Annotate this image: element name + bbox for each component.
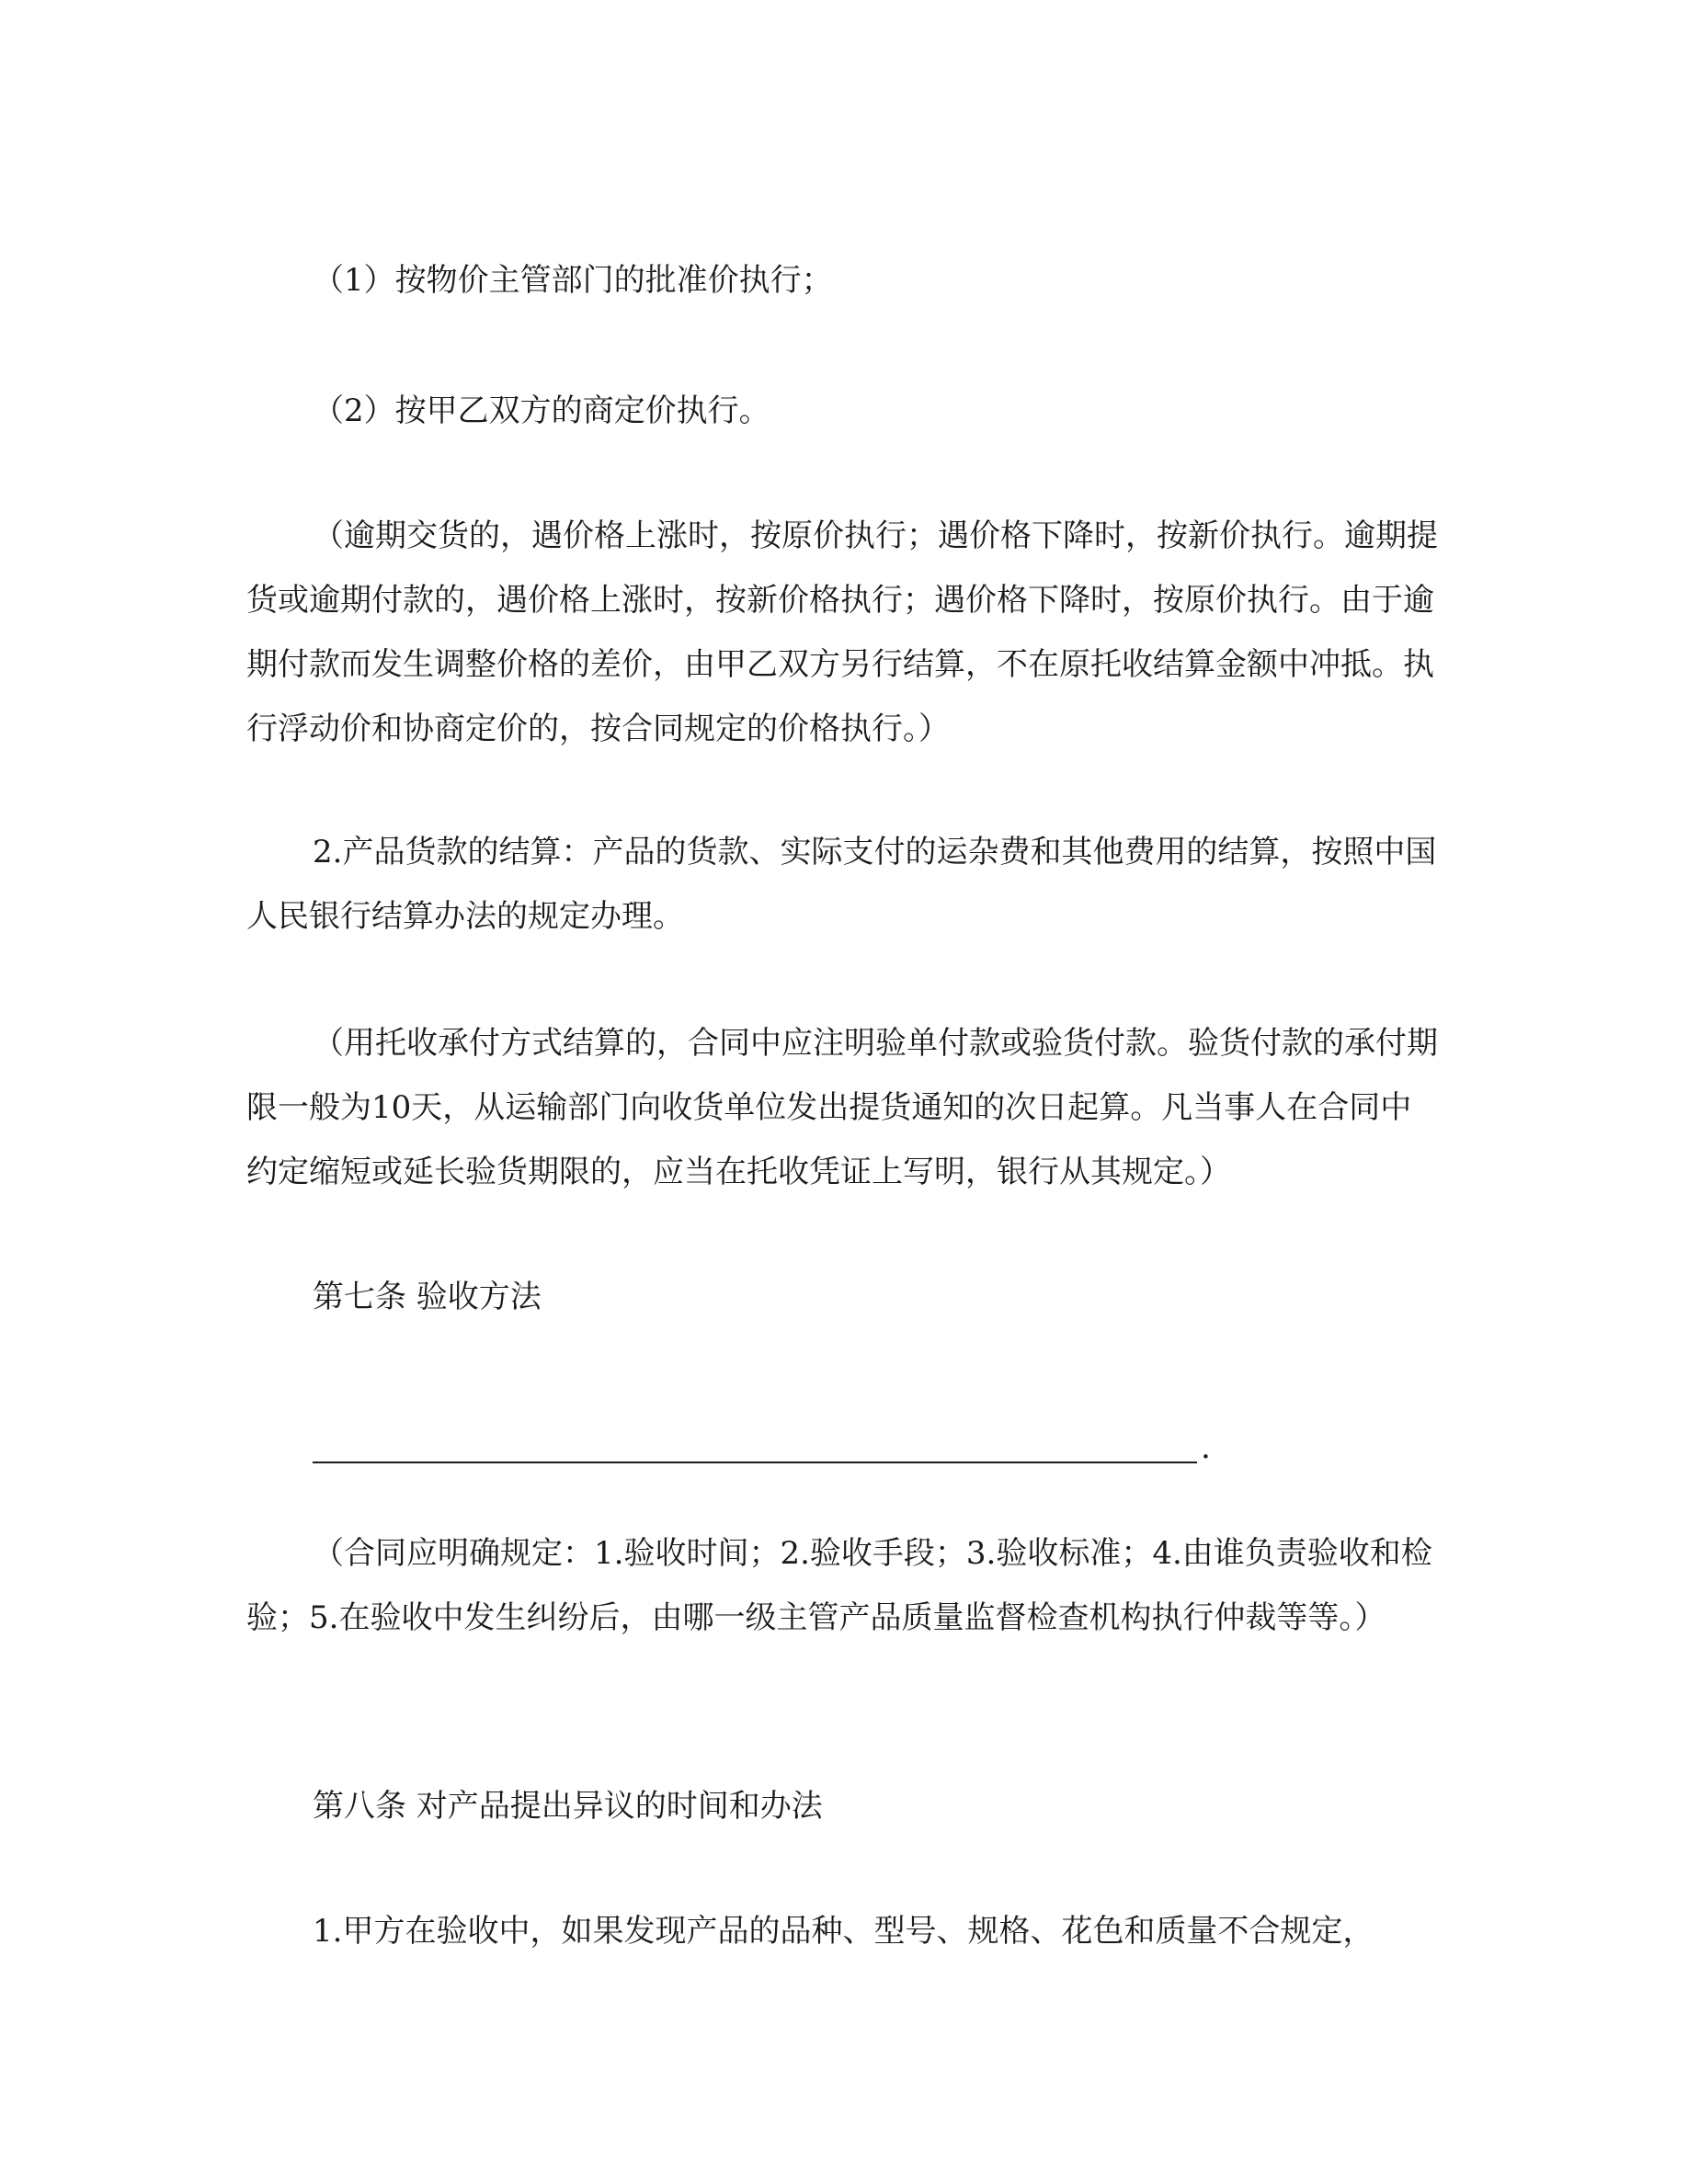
acceptance-requirements-note: （合同应明确规定：1.验收时间；2.验收手段；3.验收标准；4.由谁负责验收和检验；5.在验收中发生纠纷后，由哪一级主管产品质量监督检查机构执行仲裁等等。） (246, 1535, 1432, 1636)
clause-item-2: （2）按甲乙双方的商定价执行。 (313, 392, 770, 429)
blank-terminator: . (1201, 1429, 1211, 1466)
article-7-heading: 第七条 验收方法 (313, 1279, 542, 1315)
article-8-heading: 第八条 对产品提出异议的时间和办法 (313, 1788, 823, 1825)
overdue-price-note: （逾期交货的，遇价格上涨时，按原价执行；遇价格下降时，按新价执行。逾期提货或逾期付款的，遇价格上涨时，按新价格执行；遇价格下降时，按原价执行。由于逾期付款而发生调整价格的差价，由甲乙双方另行结算，不在原托收结算金额中冲抵。执行浮动价和协商定价的，按合同规定的价格执行。） (246, 518, 1438, 747)
acceptance-method-blank (313, 1416, 1211, 1480)
clause-item-1: （1）按物价主管部门的批准价执行； (313, 262, 833, 299)
objection-clause-1: 1.甲方在验收中，如果发现产品的品种、型号、规格、花色和质量不合规定， (313, 1913, 1374, 1950)
collection-payment-note: （用托收承付方式结算的，合同中应注明验单付款或验货付款。验货付款的承付期限一般为10天，从运输部门向收货单位发出提货通知的次日起算。凡当事人在合同中约定缩短或延长验货期限的，应当在托收凭证上写明，银行从其规定。） (246, 1025, 1438, 1190)
payment-settlement-clause: 2.产品货款的结算：产品的货款、实际支付的运杂费和其他费用的结算，按照中国人民银行结算办法的规定办理。 (246, 834, 1437, 935)
fill-in-rule (313, 1462, 1197, 1463)
